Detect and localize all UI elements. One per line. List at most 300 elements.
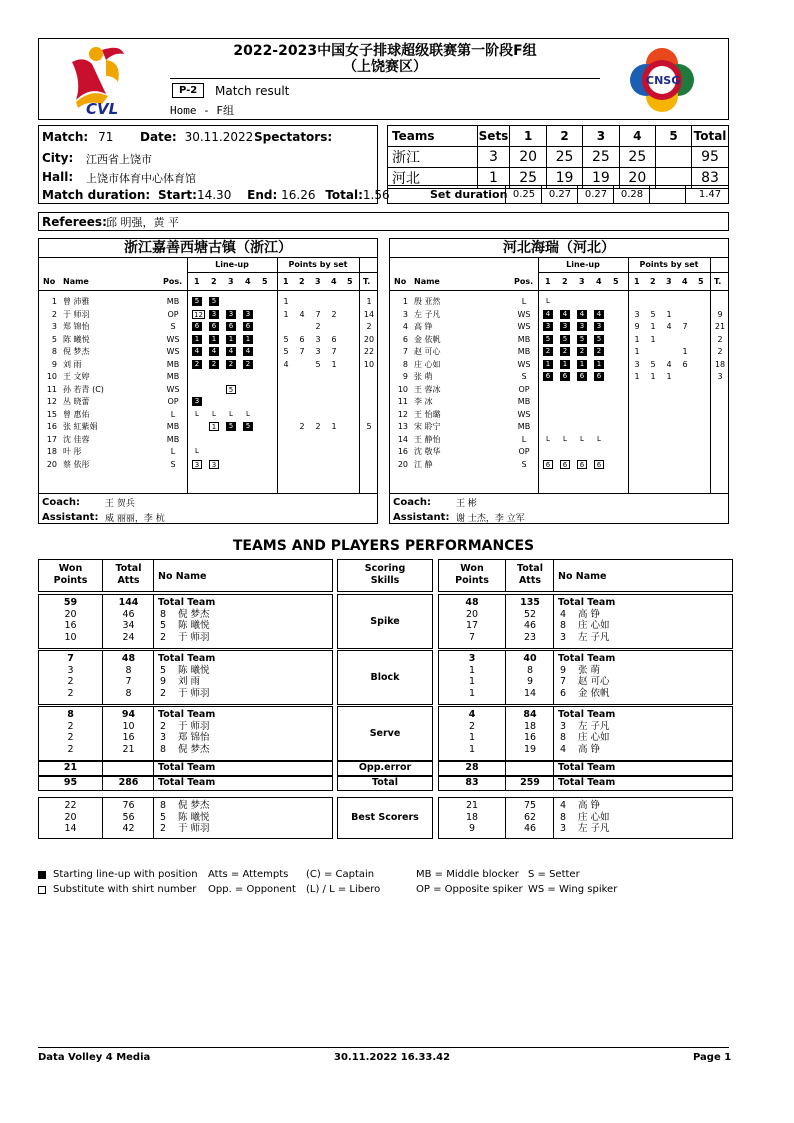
substitute-badge: 3 [209, 460, 219, 469]
total-value: 1.56 [362, 188, 390, 202]
player-row [390, 434, 728, 446]
player-name: 陈 曦悦 [178, 664, 210, 676]
points-header: Points by set [639, 260, 699, 269]
player-number: 2 [160, 631, 167, 643]
starting-position-badge: 1 [192, 335, 202, 344]
player-name: 高 铮 [578, 743, 601, 755]
set-points: 3 [634, 359, 640, 369]
lineup-set-header: 5 [262, 277, 268, 286]
starting-position-badge: 6 [543, 372, 553, 381]
total-atts-value: 16 [122, 732, 135, 743]
title-underline [170, 78, 600, 79]
date-label: Date: [140, 130, 177, 144]
match-number: 71 [98, 130, 114, 144]
total-atts-value: 52 [523, 608, 537, 620]
won-points-value: 10 [64, 631, 77, 643]
player-number: 14 [397, 434, 408, 444]
won-points-value: 18 [465, 811, 479, 823]
player-name: 曾 惠佑 [63, 409, 90, 419]
substitute-badge: 5 [226, 385, 236, 394]
won-points-value: 48 [465, 597, 479, 608]
player-name: 沈 佳蓉 [63, 434, 90, 444]
player-number: 3 [560, 631, 567, 643]
player-name: 郑 锦怡 [63, 322, 90, 331]
player-position: L [521, 297, 527, 306]
starting-position-badge: 5 [577, 335, 587, 344]
player-name: 高 铮 [578, 608, 601, 620]
team-name: 河北海瑞（河北） [390, 239, 728, 258]
player-name: 金 依帆 [578, 687, 610, 699]
set-points: 7 [682, 322, 688, 331]
set-duration-divider [613, 186, 614, 203]
cnsg-logo [624, 42, 700, 118]
coach-label: Coach: [42, 497, 81, 508]
player-number: 3 [51, 322, 57, 331]
scoreboard [387, 125, 729, 201]
set-points: 2 [315, 422, 321, 431]
won-points-value: 83 [465, 777, 479, 788]
player-name: 倪 梦杰 [178, 608, 210, 620]
cnsg-logo-text: CNSG [646, 74, 681, 87]
won-points-value: 17 [465, 620, 479, 631]
player-total-points: 22 [363, 347, 375, 356]
player-name: 叶 彤 [63, 447, 82, 456]
player-position: MB [166, 434, 180, 444]
match-label: Match: [42, 130, 89, 144]
total-atts-cell [505, 761, 554, 776]
player-row [390, 459, 728, 471]
player-name: 江 静 [414, 459, 433, 469]
player-number: 6 [402, 334, 408, 344]
end-label: End: [247, 188, 278, 202]
player-row [390, 446, 728, 458]
player-number: 20 [46, 459, 57, 469]
total-team-label: Total Team [158, 653, 216, 664]
set-duration-label: Set duration [430, 188, 508, 201]
coach-divider [390, 493, 728, 494]
legend [38, 869, 738, 899]
player-row [39, 446, 377, 458]
player-number: 8 [160, 608, 167, 620]
header-divider [390, 290, 728, 291]
set-points: 4 [299, 309, 305, 319]
lineup-set-header: 5 [613, 277, 619, 286]
set-points: 1 [650, 334, 656, 344]
referees-label: Referees: [42, 215, 107, 229]
lineup-set-header: 4 [596, 277, 602, 286]
set-points: 7 [331, 347, 337, 356]
libero-marker: L [246, 409, 250, 418]
total-atts-value: 62 [523, 811, 537, 823]
footer-divider [38, 1047, 729, 1048]
set-duration-value: 0.25 [512, 189, 536, 200]
set-points: 6 [331, 334, 337, 344]
set-points: 1 [283, 309, 289, 319]
player-name: 左 子凡 [578, 720, 610, 732]
total-atts-value: 76 [122, 800, 135, 811]
set-points: 2 [315, 322, 321, 331]
report-code-label: Match result [215, 84, 290, 98]
skill-name: Spike [370, 616, 400, 627]
total-atts-value: 8 [526, 664, 534, 676]
player-row [390, 346, 728, 358]
player-name: 丛 晓蕾 [63, 397, 90, 406]
player-number: 8 [560, 620, 567, 631]
player-name: 郑 锦怡 [178, 732, 210, 743]
player-number: 3 [160, 732, 167, 743]
player-position: WS [517, 409, 531, 419]
player-name: 左 子凡 [578, 823, 610, 834]
total-team-label: Total Team [558, 653, 616, 664]
starting-position-badge: 3 [594, 322, 604, 331]
duration-label: Match duration: [42, 188, 151, 202]
player-number: 3 [402, 309, 408, 319]
player-name: 金 依帆 [414, 334, 441, 344]
player-name: 于 师羽 [178, 823, 210, 834]
points-set-header: 5 [698, 277, 704, 286]
total-atts-value: 14 [523, 687, 537, 699]
coach-name: 王 贺兵 [105, 499, 135, 509]
starting-position-badge: 6 [560, 372, 570, 381]
player-row [39, 359, 377, 371]
set-points: 6 [299, 334, 305, 344]
scoreboard-header-cell: 1 [510, 126, 546, 147]
won-points-value: 3 [468, 653, 476, 664]
player-name: 沈 敬华 [414, 447, 441, 456]
starting-position-badge: 2 [543, 347, 553, 356]
player-position: WS [517, 309, 531, 319]
player-number: 1 [51, 297, 57, 306]
won-points-value: 1 [468, 743, 476, 755]
set-points: 1 [634, 334, 640, 344]
skill-name: Total [372, 777, 398, 788]
points-set-header: 3 [315, 277, 321, 286]
player-name: 刘 雨 [63, 359, 82, 369]
starting-position-badge: 2 [594, 347, 604, 356]
player-number: 2 [160, 720, 167, 732]
won-points-value: 9 [468, 823, 476, 834]
player-row [390, 421, 728, 433]
starting-position-badge: 5 [594, 335, 604, 344]
best-scorers-label: Best Scorers [351, 812, 419, 823]
points-header: Points by set [288, 260, 348, 269]
assistant-names: 谢 士杰，李 立军 [456, 514, 525, 524]
set-points: 4 [666, 359, 672, 369]
player-name: 陈 曦悦 [178, 620, 210, 631]
total-atts-value: 16 [523, 732, 537, 743]
player-name: 庄 心如 [578, 620, 610, 631]
starting-position-badge: 6 [594, 372, 604, 381]
won-points-value: 21 [465, 800, 479, 811]
total-atts-cell [102, 761, 154, 776]
skill-name: Serve [369, 728, 401, 739]
set-points: 5 [283, 334, 289, 344]
lineup-set-header: 3 [228, 277, 234, 286]
player-number: 9 [51, 359, 57, 369]
player-total-points: 14 [363, 309, 375, 319]
player-total-points: 18 [714, 359, 726, 369]
set-points: 7 [299, 347, 305, 356]
header-total-atts: Total Atts [517, 563, 543, 586]
starting-position-badge: 6 [226, 322, 236, 331]
player-number: 4 [560, 743, 567, 755]
starting-position-badge: 1 [594, 360, 604, 369]
player-number: 15 [46, 409, 57, 419]
team-left-panel [38, 238, 378, 524]
header-total-atts: Total Atts [115, 563, 142, 586]
won-points-value: 21 [63, 762, 78, 773]
scoreboard-cell [656, 147, 692, 168]
won-points-value: 20 [64, 608, 77, 620]
coach-name: 王 彬 [456, 499, 477, 509]
set-duration-row [387, 185, 729, 204]
team-name: 浙江嘉善西塘古镇（浙江） [39, 239, 377, 258]
scoreboard-cell: 20 [510, 147, 546, 168]
won-points-value: 7 [468, 631, 476, 643]
starting-position-badge: 4 [594, 310, 604, 319]
legend-captain: (C) = Captain [306, 869, 375, 880]
header-name: No Name [158, 571, 207, 582]
total-team-label: Total Team [158, 709, 216, 720]
player-number: 8 [560, 811, 567, 823]
set-duration-divider [685, 186, 686, 203]
header-divider [187, 272, 377, 273]
starting-position-badge: 5 [209, 297, 219, 306]
player-row [39, 459, 377, 471]
scoreboard-header-cell: 5 [656, 126, 692, 147]
player-position: OP [518, 384, 530, 394]
set-points: 5 [283, 347, 289, 356]
starting-position-badge: 3 [226, 310, 236, 319]
player-total-points: 20 [363, 334, 375, 344]
player-number: 11 [46, 384, 57, 394]
starting-position-badge: 6 [209, 322, 219, 331]
col-pos: Pos. [163, 277, 183, 286]
legend-opp: Opp. = Opponent [208, 884, 296, 895]
total-atts-value: 24 [122, 631, 135, 643]
lineup-header: Line-up [566, 260, 600, 269]
player-row [390, 296, 728, 308]
libero-marker: L [597, 434, 601, 443]
set-duration-divider [541, 186, 542, 203]
scoreboard-cell: 95 [692, 147, 729, 168]
player-row [39, 309, 377, 321]
points-set-header: 2 [650, 277, 656, 286]
player-number: 5 [160, 811, 167, 823]
libero-marker: L [229, 409, 233, 418]
player-number: 3 [560, 823, 567, 834]
footer-center: 30.11.2022 16.33.42 [334, 1052, 451, 1063]
player-row [390, 334, 728, 346]
set-points: 1 [666, 372, 672, 381]
set-duration-divider [649, 186, 650, 203]
set-points: 3 [315, 334, 321, 344]
won-points-value: 7 [67, 653, 74, 664]
header-won-points: Won Points [53, 563, 88, 586]
start-value: 14.30 [196, 188, 232, 202]
player-name: 赵 可心 [578, 676, 610, 687]
starting-position-badge: 5 [243, 422, 253, 431]
page-title [160, 43, 610, 75]
starting-position-badge: 4 [243, 347, 253, 356]
total-atts-value: 94 [121, 709, 136, 720]
player-row [390, 396, 728, 408]
total-team-label: Total Team [158, 762, 216, 773]
won-points-value: 2 [67, 743, 74, 755]
player-name: 庄 心如 [578, 732, 610, 743]
player-position: S [170, 322, 176, 331]
player-position: WS [166, 384, 180, 394]
player-name: 倪 梦杰 [178, 800, 210, 811]
report-subtitle: Home - F组 [170, 104, 234, 117]
won-points-value: 2 [67, 676, 74, 687]
won-points-value: 22 [64, 800, 77, 811]
title-line-1: 2022-2023中国女子排球超级联赛第一阶段F组 [233, 43, 537, 59]
player-name: 张 萌 [578, 664, 601, 676]
points-set-header: 3 [666, 277, 672, 286]
total-atts-value: 23 [523, 631, 537, 643]
total-team-label: Total Team [558, 762, 616, 773]
won-points-value: 2 [67, 687, 74, 699]
player-row [39, 334, 377, 346]
total-atts-value: 46 [523, 620, 537, 631]
won-points-value: 2 [67, 732, 74, 743]
player-number: 5 [160, 664, 167, 676]
legend-ws: WS = Wing spiker [528, 884, 618, 895]
scoreboard-cell: 25 [510, 168, 546, 189]
player-number: 13 [397, 422, 408, 431]
player-number: 7 [560, 676, 567, 687]
starting-position-badge: 3 [243, 310, 253, 319]
set-points: 5 [650, 359, 656, 369]
player-number: 8 [51, 347, 57, 356]
coach-label: Coach: [393, 497, 432, 508]
set-points: 5 [315, 359, 321, 369]
player-number: 8 [160, 743, 167, 755]
set-points: 9 [634, 322, 640, 331]
total-atts-value: 40 [523, 653, 537, 664]
player-total-points: 2 [717, 347, 723, 356]
scoreboard-cell: 3 [477, 147, 510, 168]
total-atts-value: 84 [523, 709, 537, 720]
player-position: S [521, 459, 527, 469]
player-number: 2 [160, 687, 167, 699]
footer-right: Page 1 [693, 1052, 732, 1063]
legend-op: OP = Opposite spiker [416, 884, 523, 895]
player-position: L [170, 447, 176, 456]
player-number: 4 [560, 608, 567, 620]
start-label: Start: [158, 188, 197, 202]
total-atts-value: 18 [523, 720, 537, 732]
player-number: 9 [402, 372, 408, 381]
lineup-set-header: 2 [562, 277, 568, 286]
starting-position-badge: 1 [243, 335, 253, 344]
player-number: 18 [46, 447, 57, 456]
scoreboard-team-name: 浙江 [388, 147, 478, 168]
starting-position-badge: 5 [192, 297, 202, 306]
player-row [39, 321, 377, 333]
lineup-set-header: 1 [194, 277, 200, 286]
lineup-header: Line-up [215, 260, 249, 269]
won-points-value: 1 [468, 732, 476, 743]
legend-mb: MB = Middle blocker [416, 869, 519, 880]
coach-divider [39, 493, 377, 494]
player-total-points: 2 [366, 322, 372, 331]
player-row [39, 421, 377, 433]
set-duration-value: 1.47 [698, 189, 722, 200]
points-set-header: 4 [331, 277, 337, 286]
scoreboard-team-name: 河北 [388, 168, 478, 189]
total-atts-value: 46 [122, 608, 135, 620]
player-number: 5 [160, 620, 167, 631]
player-name: 曾 沛雅 [63, 297, 90, 306]
player-name: 庄 心如 [578, 811, 610, 823]
col-pos: Pos. [514, 277, 534, 286]
set-points: 1 [331, 422, 337, 431]
starting-position-badge: 3 [209, 310, 219, 319]
total-atts-value: 9 [526, 676, 534, 687]
player-row [39, 396, 377, 408]
points-set-header: 1 [634, 277, 640, 286]
player-position: OP [518, 447, 530, 456]
total-atts-value: 48 [121, 653, 136, 664]
col-name: Name [414, 277, 440, 286]
starting-position-badge: 4 [192, 347, 202, 356]
player-number: 11 [397, 397, 408, 406]
scoreboard-row [388, 147, 729, 168]
starting-position-badge: 4 [209, 347, 219, 356]
player-name: 王 静怡 [414, 434, 441, 444]
set-points: 5 [650, 309, 656, 319]
player-name: 宋 聆宁 [414, 422, 441, 431]
scoreboard-cell: 19 [546, 168, 582, 189]
substitute-badge: 1 [209, 422, 219, 431]
scoreboard-header-cell: Total [692, 126, 729, 147]
starting-position-badge: 3 [543, 322, 553, 331]
set-points: 1 [650, 372, 656, 381]
player-name: 陈 曦悦 [63, 334, 90, 344]
col-total: T. [363, 277, 371, 286]
title-line-2: （上饶赛区） [343, 59, 427, 75]
player-name: 倪 梦杰 [178, 743, 210, 755]
player-number: 17 [46, 434, 57, 444]
player-row [390, 371, 728, 383]
libero-marker: L [195, 447, 199, 455]
player-number: 9 [560, 664, 567, 676]
hall-label: Hall: [42, 170, 74, 184]
total-atts-value: 135 [520, 597, 540, 608]
set-points: 2 [299, 422, 305, 431]
player-position: MB [166, 422, 180, 431]
total-atts-value: 8 [125, 687, 132, 699]
lineup-set-header: 2 [211, 277, 217, 286]
player-position: MB [517, 347, 531, 356]
set-points: 1 [634, 372, 640, 381]
legend-empty: Substitute with shirt number [53, 884, 197, 895]
player-row [39, 296, 377, 308]
won-points-value: 2 [468, 720, 476, 732]
points-set-header: 2 [299, 277, 305, 286]
total-atts-value: 7 [125, 676, 132, 687]
scoreboard-header-cell: Sets [477, 126, 510, 147]
set-points: 7 [315, 309, 321, 319]
substitute-badge: 6 [594, 460, 604, 469]
player-total-points: 1 [366, 297, 372, 306]
total-atts-value: 56 [122, 811, 135, 823]
player-position: OP [167, 309, 179, 319]
libero-marker: L [580, 434, 584, 443]
assistant-names: 威 丽丽，李 杭 [105, 514, 165, 524]
